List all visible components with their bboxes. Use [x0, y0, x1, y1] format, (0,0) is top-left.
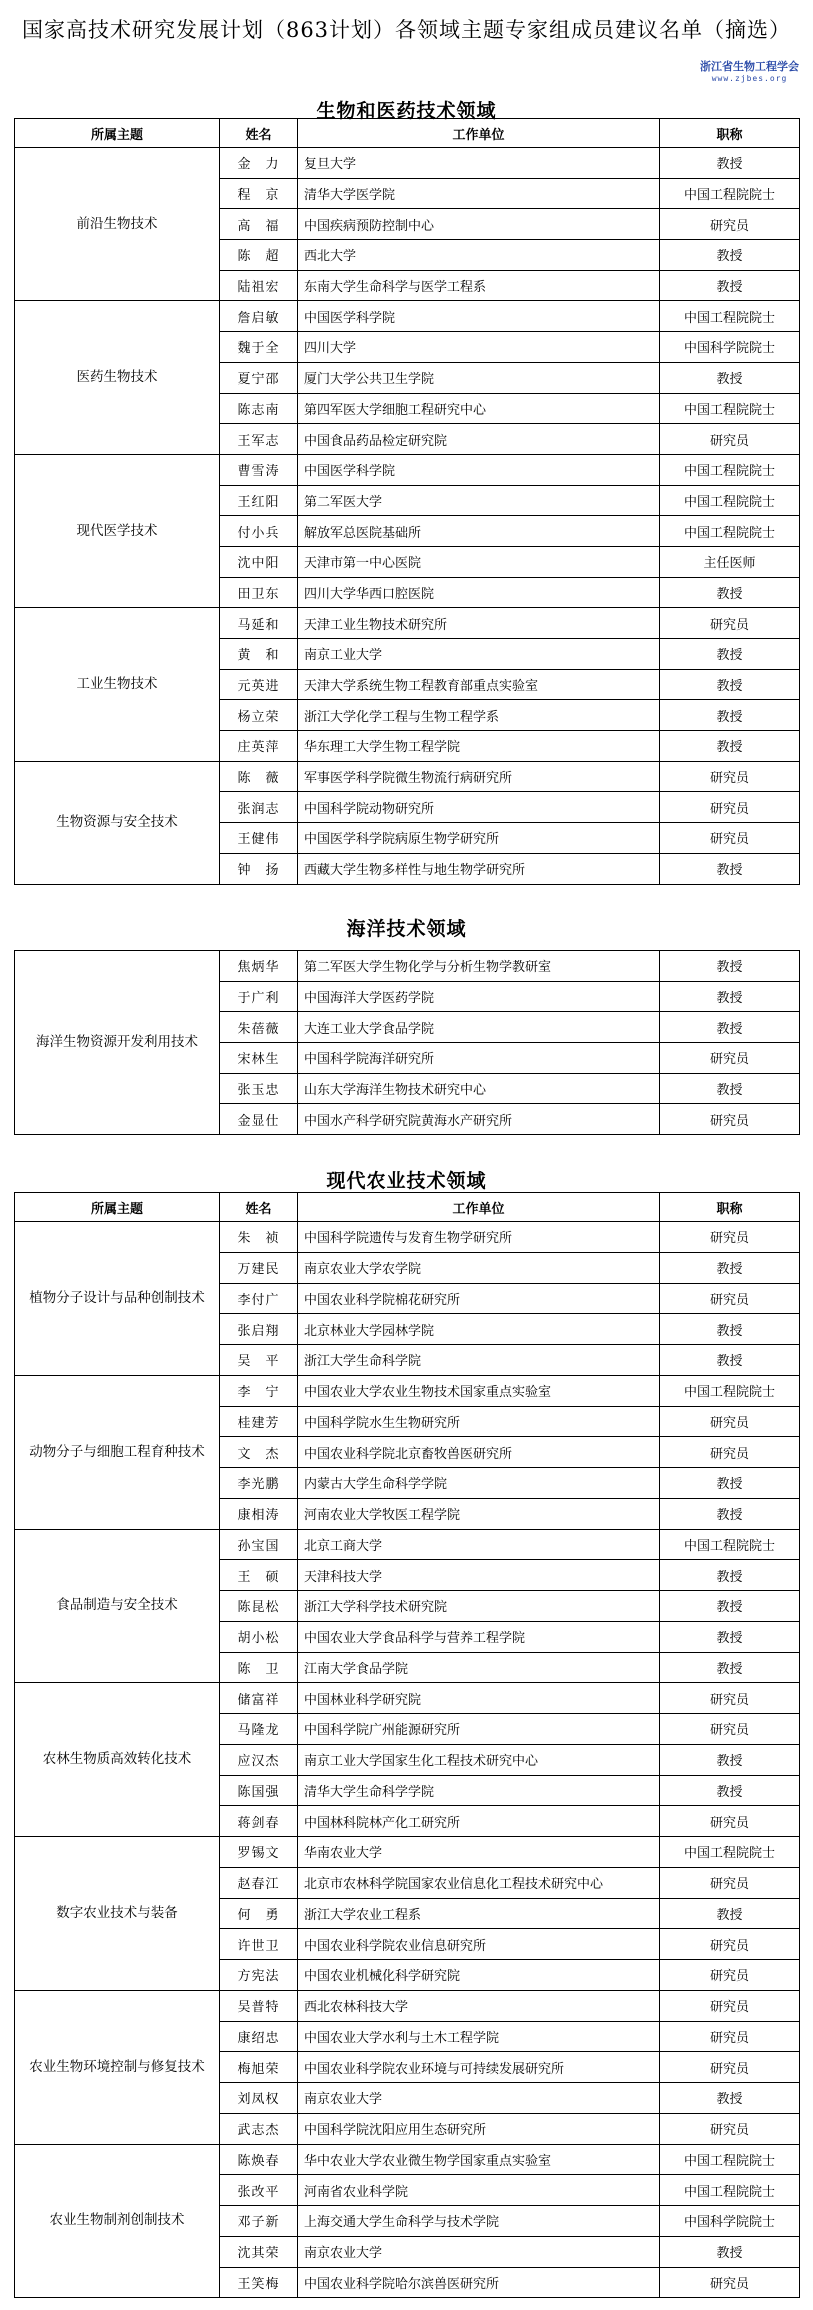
topic-cell: 农林生物质高效转化技术	[15, 1683, 220, 1837]
member-name: 康绍忠	[220, 2021, 298, 2052]
table-header-row	[15, 119, 800, 148]
member-title: 研究员	[660, 1867, 800, 1898]
member-unit: 清华大学生命科学学院	[298, 1775, 660, 1806]
member-unit: 中国食品药品检定研究院	[298, 424, 660, 455]
member-title: 中国工程院院士	[660, 1529, 800, 1560]
member-name: 张润志	[220, 792, 298, 823]
member-title: 教授	[660, 1345, 800, 1376]
page-title: 国家高技术研究发展计划（863计划）各领域主题专家组成员建议名单（摘选）	[21, 18, 792, 42]
member-name: 桂建芳	[220, 1406, 298, 1437]
member-unit: 中国医学科学院病原生物学研究所	[298, 823, 660, 854]
member-title: 教授	[660, 1468, 800, 1499]
member-unit: 中国农业大学水利与土木工程学院	[298, 2021, 660, 2052]
header-title: 职称	[660, 1193, 800, 1222]
topic-cell: 动物分子与细胞工程育种技术	[15, 1375, 220, 1529]
member-title: 研究员	[660, 823, 800, 854]
member-unit: 南京工业大学国家生化工程技术研究中心	[298, 1744, 660, 1775]
member-unit: 军事医学科学院微生物流行病研究所	[298, 761, 660, 792]
member-unit: 中国科学院动物研究所	[298, 792, 660, 823]
member-unit: 第二军医大学生物化学与分析生物学教研室	[298, 951, 660, 982]
member-unit: 中国农业科学院哈尔滨兽医研究所	[298, 2267, 660, 2298]
member-name: 王红阳	[220, 485, 298, 516]
member-title: 教授	[660, 2083, 800, 2114]
table-row	[15, 301, 800, 332]
member-unit: 华东理工大学生物工程学院	[298, 731, 660, 762]
member-unit: 浙江大学农业工程系	[298, 1898, 660, 1929]
member-unit: 中国科学院沈阳应用生态研究所	[298, 2113, 660, 2144]
table-row	[15, 951, 800, 982]
member-unit: 第二军医大学	[298, 485, 660, 516]
member-title: 中国工程院院士	[660, 301, 800, 332]
member-title: 研究员	[660, 1683, 800, 1714]
member-unit: 中国医学科学院	[298, 454, 660, 485]
member-unit: 天津科技大学	[298, 1560, 660, 1591]
member-name: 万建民	[220, 1252, 298, 1283]
member-title: 教授	[660, 577, 800, 608]
member-title: 教授	[660, 669, 800, 700]
member-name: 陈昆松	[220, 1591, 298, 1622]
member-title: 研究员	[660, 2113, 800, 2144]
member-title: 中国科学院院士	[660, 332, 800, 363]
member-title: 教授	[660, 731, 800, 762]
member-title: 研究员	[660, 1437, 800, 1468]
member-title: 教授	[660, 1898, 800, 1929]
table-row	[15, 1529, 800, 1560]
member-title: 教授	[660, 1073, 800, 1104]
member-name: 钟 扬	[220, 853, 298, 884]
member-title: 主任医师	[660, 546, 800, 577]
member-unit: 中国疾病预防控制中心	[298, 209, 660, 240]
member-title: 教授	[660, 1744, 800, 1775]
member-unit: 中国农业科学院棉花研究所	[298, 1283, 660, 1314]
member-name: 吴 平	[220, 1345, 298, 1376]
member-title: 教授	[660, 1621, 800, 1652]
header-unit: 工作单位	[298, 119, 660, 148]
member-name: 朱蓓薇	[220, 1012, 298, 1043]
table-row	[15, 454, 800, 485]
topic-cell: 数字农业技术与装备	[15, 1837, 220, 1991]
member-name: 应汉杰	[220, 1744, 298, 1775]
member-unit: 清华大学医学院	[298, 178, 660, 209]
member-unit: 中国农业大学农业生物技术国家重点实验室	[298, 1375, 660, 1406]
member-name: 李付广	[220, 1283, 298, 1314]
member-unit: 上海交通大学生命科学与技术学院	[298, 2206, 660, 2237]
member-unit: 中国农业科学院农业信息研究所	[298, 1929, 660, 1960]
member-title: 研究员	[660, 1406, 800, 1437]
topic-cell: 食品制造与安全技术	[15, 1529, 220, 1683]
member-title: 研究员	[660, 1283, 800, 1314]
member-name: 马隆龙	[220, 1714, 298, 1745]
member-unit: 天津大学系统生物工程教育部重点实验室	[298, 669, 660, 700]
member-title: 教授	[660, 270, 800, 301]
member-title: 中国工程院院士	[660, 393, 800, 424]
member-title: 研究员	[660, 1929, 800, 1960]
table-row	[15, 1837, 800, 1868]
member-name: 庄英萍	[220, 731, 298, 762]
member-unit: 复旦大学	[298, 148, 660, 179]
member-name: 方宪法	[220, 1960, 298, 1991]
member-name: 陈焕春	[220, 2144, 298, 2175]
member-unit: 中国农业大学食品科学与营养工程学院	[298, 1621, 660, 1652]
member-name: 焦炳华	[220, 951, 298, 982]
member-title: 教授	[660, 1591, 800, 1622]
member-name: 何 勇	[220, 1898, 298, 1929]
member-name: 金显仕	[220, 1104, 298, 1135]
header-name: 姓名	[220, 119, 298, 148]
member-name: 沈其荣	[220, 2236, 298, 2267]
member-unit: 东南大学生命科学与医学工程系	[298, 270, 660, 301]
member-unit: 中国农业科学院农业环境与可持续发展研究所	[298, 2052, 660, 2083]
member-name: 马延和	[220, 608, 298, 639]
member-title: 研究员	[660, 2052, 800, 2083]
member-unit: 南京工业大学	[298, 639, 660, 670]
member-title: 教授	[660, 1498, 800, 1529]
member-title: 教授	[660, 981, 800, 1012]
member-unit: 中国农业机械化科学研究院	[298, 1960, 660, 1991]
header-title: 职称	[660, 119, 800, 148]
member-name: 张改平	[220, 2175, 298, 2206]
org-name: 浙江省生物工程学会	[700, 60, 799, 73]
member-name: 田卫东	[220, 577, 298, 608]
member-unit: 天津市第一中心医院	[298, 546, 660, 577]
member-title: 研究员	[660, 761, 800, 792]
member-title: 研究员	[660, 1222, 800, 1253]
member-unit: 四川大学	[298, 332, 660, 363]
member-title: 中国科学院院士	[660, 2206, 800, 2237]
member-name: 刘凤权	[220, 2083, 298, 2114]
member-title: 研究员	[660, 2267, 800, 2298]
member-unit: 天津工业生物技术研究所	[298, 608, 660, 639]
member-name: 吴普特	[220, 1990, 298, 2021]
member-name: 王健伟	[220, 823, 298, 854]
member-unit: 江南大学食品学院	[298, 1652, 660, 1683]
table-row	[15, 1375, 800, 1406]
member-name: 李光鹏	[220, 1468, 298, 1499]
member-unit: 北京林业大学园林学院	[298, 1314, 660, 1345]
member-name: 康相涛	[220, 1498, 298, 1529]
member-unit: 华中农业大学农业微生物学国家重点实验室	[298, 2144, 660, 2175]
member-title: 教授	[660, 853, 800, 884]
member-unit: 南京农业大学	[298, 2083, 660, 2114]
member-title: 教授	[660, 700, 800, 731]
member-name: 金 力	[220, 148, 298, 179]
member-unit: 西藏大学生物多样性与地生物学研究所	[298, 853, 660, 884]
member-title: 教授	[660, 1652, 800, 1683]
member-title: 研究员	[660, 424, 800, 455]
member-name: 程 京	[220, 178, 298, 209]
member-title: 教授	[660, 1252, 800, 1283]
member-title: 教授	[660, 1560, 800, 1591]
member-title: 教授	[660, 1012, 800, 1043]
member-name: 张启翔	[220, 1314, 298, 1345]
table-row	[15, 1990, 800, 2021]
table-row	[15, 1683, 800, 1714]
member-name: 黄 和	[220, 639, 298, 670]
topic-cell: 医药生物技术	[15, 301, 220, 454]
org-url[interactable]: www.zjbes.org	[711, 74, 788, 83]
member-name: 夏宁邵	[220, 362, 298, 393]
member-name: 付小兵	[220, 516, 298, 547]
member-title: 中国工程院院士	[660, 516, 800, 547]
table-row	[15, 2144, 800, 2175]
table-row	[15, 1222, 800, 1253]
member-title: 研究员	[660, 1960, 800, 1991]
member-title: 教授	[660, 148, 800, 179]
member-table	[14, 950, 800, 1135]
member-unit: 浙江大学生命科学院	[298, 1345, 660, 1376]
section-title: 生物和医药技术领域	[316, 100, 497, 122]
topic-cell: 海洋生物资源开发利用技术	[15, 951, 220, 1135]
member-unit: 中国农业科学院北京畜牧兽医研究所	[298, 1437, 660, 1468]
member-unit: 中国科学院广州能源研究所	[298, 1714, 660, 1745]
member-title: 研究员	[660, 792, 800, 823]
member-unit: 河南省农业科学院	[298, 2175, 660, 2206]
topic-cell: 植物分子设计与品种创制技术	[15, 1222, 220, 1376]
member-table	[14, 118, 800, 885]
member-name: 邓子新	[220, 2206, 298, 2237]
member-unit: 北京工商大学	[298, 1529, 660, 1560]
member-unit: 南京农业大学	[298, 2236, 660, 2267]
member-name: 沈中阳	[220, 546, 298, 577]
member-name: 陈 卫	[220, 1652, 298, 1683]
member-name: 宋林生	[220, 1043, 298, 1074]
header-topic: 所属主题	[15, 1193, 220, 1222]
org-logo	[700, 58, 799, 83]
member-title: 教授	[660, 1314, 800, 1345]
member-unit: 中国科学院遗传与发育生物学研究所	[298, 1222, 660, 1253]
member-unit: 大连工业大学食品学院	[298, 1012, 660, 1043]
member-name: 于广利	[220, 981, 298, 1012]
member-unit: 厦门大学公共卫生学院	[298, 362, 660, 393]
member-name: 高 福	[220, 209, 298, 240]
member-unit: 西北大学	[298, 240, 660, 271]
member-title: 研究员	[660, 209, 800, 240]
member-title: 教授	[660, 951, 800, 982]
member-unit: 山东大学海洋生物技术研究中心	[298, 1073, 660, 1104]
member-title: 中国工程院院士	[660, 2144, 800, 2175]
member-name: 许世卫	[220, 1929, 298, 1960]
header-unit: 工作单位	[298, 1193, 660, 1222]
topic-cell: 农业生物环境控制与修复技术	[15, 1990, 220, 2144]
member-unit: 中国医学科学院	[298, 301, 660, 332]
member-title: 教授	[660, 1775, 800, 1806]
member-name: 张玉忠	[220, 1073, 298, 1104]
topic-cell: 农业生物制剂创制技术	[15, 2144, 220, 2298]
member-table	[14, 1192, 800, 2298]
member-unit: 中国科学院水生生物研究所	[298, 1406, 660, 1437]
topic-cell: 生物资源与安全技术	[15, 761, 220, 884]
table-header-row	[15, 1193, 800, 1222]
member-name: 王笑梅	[220, 2267, 298, 2298]
member-title: 研究员	[660, 1043, 800, 1074]
table-row	[15, 148, 800, 179]
member-name: 赵春江	[220, 1867, 298, 1898]
member-title: 研究员	[660, 1104, 800, 1135]
member-name: 储富祥	[220, 1683, 298, 1714]
topic-cell: 工业生物技术	[15, 608, 220, 761]
member-unit: 中国海洋大学医药学院	[298, 981, 660, 1012]
member-unit: 北京市农林科学院国家农业信息化工程技术研究中心	[298, 1867, 660, 1898]
member-name: 王军志	[220, 424, 298, 455]
member-title: 中国工程院院士	[660, 485, 800, 516]
member-title: 中国工程院院士	[660, 1375, 800, 1406]
member-unit: 浙江大学化学工程与生物工程学系	[298, 700, 660, 731]
member-title: 教授	[660, 2236, 800, 2267]
member-name: 詹启敏	[220, 301, 298, 332]
table-row	[15, 761, 800, 792]
member-unit: 解放军总医院基础所	[298, 516, 660, 547]
member-name: 梅旭荣	[220, 2052, 298, 2083]
member-title: 中国工程院院士	[660, 178, 800, 209]
member-unit: 中国林业科学研究院	[298, 1683, 660, 1714]
member-name: 陈 薇	[220, 761, 298, 792]
member-unit: 河南农业大学牧医工程学院	[298, 1498, 660, 1529]
member-name: 李 宁	[220, 1375, 298, 1406]
section-title: 现代农业技术领域	[326, 1170, 487, 1192]
member-title: 中国工程院院士	[660, 1837, 800, 1868]
member-name: 蒋剑春	[220, 1806, 298, 1837]
table-row	[15, 608, 800, 639]
member-name: 陆祖宏	[220, 270, 298, 301]
member-name: 朱 祯	[220, 1222, 298, 1253]
member-unit: 华南农业大学	[298, 1837, 660, 1868]
member-unit: 南京农业大学农学院	[298, 1252, 660, 1283]
member-name: 王 硕	[220, 1560, 298, 1591]
member-title: 中国工程院院士	[660, 454, 800, 485]
member-title: 研究员	[660, 2021, 800, 2052]
member-name: 陈 超	[220, 240, 298, 271]
member-unit: 中国林科院林产化工研究所	[298, 1806, 660, 1837]
member-title: 教授	[660, 362, 800, 393]
member-name: 杨立荣	[220, 700, 298, 731]
member-name: 魏于全	[220, 332, 298, 363]
section-title: 海洋技术领域	[346, 918, 467, 940]
member-title: 教授	[660, 639, 800, 670]
member-name: 罗锡文	[220, 1837, 298, 1868]
member-name: 文 杰	[220, 1437, 298, 1468]
member-unit: 内蒙古大学生命科学学院	[298, 1468, 660, 1499]
member-name: 陈国强	[220, 1775, 298, 1806]
member-unit: 第四军医大学细胞工程研究中心	[298, 393, 660, 424]
member-name: 元英进	[220, 669, 298, 700]
member-unit: 四川大学华西口腔医院	[298, 577, 660, 608]
member-title: 研究员	[660, 608, 800, 639]
member-name: 武志杰	[220, 2113, 298, 2144]
member-title: 教授	[660, 240, 800, 271]
member-title: 研究员	[660, 1714, 800, 1745]
member-unit: 中国水产科学研究院黄海水产研究所	[298, 1104, 660, 1135]
member-title: 研究员	[660, 1990, 800, 2021]
member-title: 中国工程院院士	[660, 2175, 800, 2206]
topic-cell: 现代医学技术	[15, 454, 220, 607]
member-title: 研究员	[660, 1806, 800, 1837]
member-name: 陈志南	[220, 393, 298, 424]
member-name: 孙宝国	[220, 1529, 298, 1560]
member-name: 曹雪涛	[220, 454, 298, 485]
member-unit: 中国科学院海洋研究所	[298, 1043, 660, 1074]
member-unit: 西北农林科技大学	[298, 1990, 660, 2021]
member-name: 胡小松	[220, 1621, 298, 1652]
header-topic: 所属主题	[15, 119, 220, 148]
member-unit: 浙江大学科学技术研究院	[298, 1591, 660, 1622]
topic-cell: 前沿生物技术	[15, 148, 220, 301]
header-name: 姓名	[220, 1193, 298, 1222]
